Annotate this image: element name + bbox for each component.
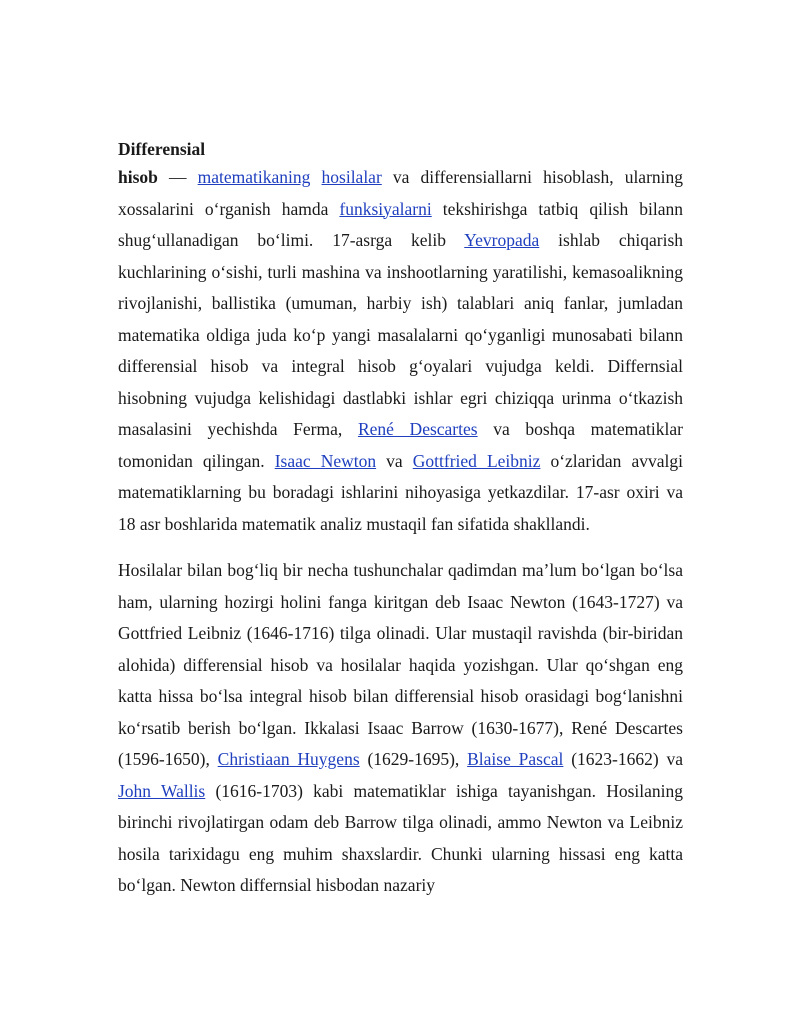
paragraph-1 [118,162,683,540]
section-heading: Differensial [118,139,206,159]
text-run: — [157,167,198,187]
link-john-wallis[interactable]: John Wallis [118,780,206,801]
text-run: (1629-1695), [359,749,468,769]
text-run: (1616-1703) kabi matematiklar ishiga tayanishgan. Hosilaning birinchi rivojlatirgan odam deb Barrow tilga olinadi, ammo Newton va Leibniz hosila tarixidagu eng muhim shaxslardir. Chunki ularning hissasi eng katta boʻlgan. Newton differnsial hisbodan nazariy [118,780,683,895]
link-funksiyalarni[interactable]: funksiyalarni [339,198,432,219]
link-gottfried-leibniz[interactable]: Gottfried Leibniz [412,450,541,471]
text-run: tekshirishga tatbiq qilish bilann shugʻullanadigan boʻlimi. 17-asrga kelib [118,198,684,250]
link-yevropada[interactable]: Yevropada [464,230,540,250]
paragraph-2 [118,555,683,902]
link-blaise-pascal[interactable]: Blaise Pascal [467,749,564,769]
text-run: oʻzlaridan avvalgi matematiklarning bu boradagi ishlarini nihoyasiga yetkazdilar. 17-asr oxiri va 18 asr boshlarida matematik analiz mustaqil fan sifatida shakllandi. [118,450,683,534]
text-run: va differensiallarni hisoblash, ularning xossalarini oʻrganish hamda [118,167,684,219]
link-rene-descartes[interactable]: René Descartes [357,419,478,439]
link-matematikaning[interactable]: matematikaning [197,167,311,187]
text-run [310,167,321,187]
text-run: Hosilalar bilan bogʻliq bir necha tushunchalar qadimdan maʼlum boʻlgan boʻlsa ham, ularning hozirgi holini fanga kiritgan deb Isaac Newton (1643-1727) va Gottfried Leibniz (1646-1716) tilga olinadi. Ular mustaqil ravishda (bir-biridan alohida) differensial hisob va hosilalar haqida yozishgan. Ular qoʻshgan eng katta hissa boʻlsa integral hisob bilan differensial hisob orasidagi bogʻlanishni koʻrsatib berish boʻlgan. Ikkalasi Isaac Barrow (1630-1677), René Descartes (1596-1650), [118,560,683,769]
link-isaac-newton[interactable]: Isaac Newton [274,450,377,471]
text-run: ishlab chiqarish kuchlarining oʻsishi, turli mashina va inshootlarning yaratilishi, kemasoalikning rivojlanishi, ballistika (umuman, harbiy ish) talablari aniq fanlar, jumladan matematika oldiga juda koʻp yangi masalalarni qoʻyganligi munosabati bilann differensial hisob va integral hisob gʻoyalari vujudga keldi. Differnsial hisobning vujudga kelishidagi dastlabki ishlar egri chiziqqa urinma oʻtkazish masalasini yechishda Ferma, [118,230,684,439]
link-hosilalar[interactable]: hosilalar [321,167,382,187]
term-bold: hisob [118,167,158,187]
document-page [118,138,683,902]
text-run: (1623-1662) va [563,749,684,769]
text-run: va [376,450,413,471]
link-christiaan-huygens[interactable]: Christiaan Huygens [217,749,360,769]
text-run: va boshqa matematiklar tomonidan qilingan. [118,419,683,471]
